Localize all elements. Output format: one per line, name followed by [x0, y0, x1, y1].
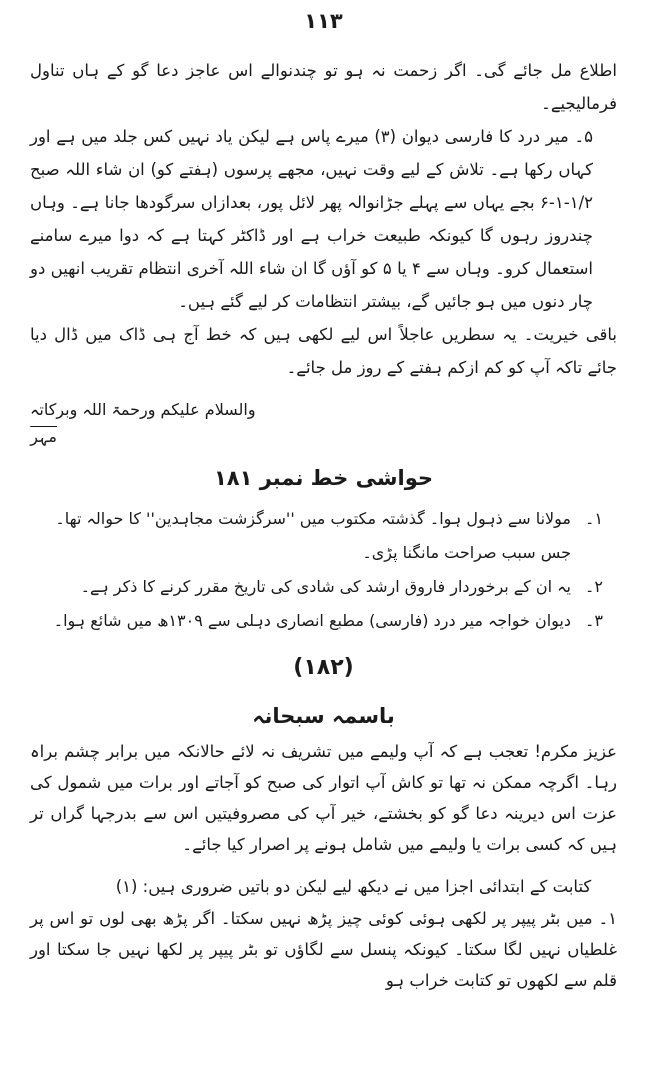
signature: مہر — [30, 427, 57, 446]
footnote-number: ۱۔ — [585, 509, 603, 528]
footnote-item — [30, 604, 617, 638]
footnote-text: مولانا سے ذہول ہوا۔ گذشتہ مکتوب میں ''سرگزشت مجاہدین'' کا حوالہ تھا۔ جس سبب صراحت مانگنا پڑی۔ — [55, 509, 571, 562]
closing-paragraph: باقی خیریت۔ یہ سطریں عاجلاً اس لیے لکھی ہیں کہ خط آج ہی ڈاک میں ڈال دیا جائے تاکہ آپ کو کم ازکم ہفتے کے روز مل جائے۔ — [30, 325, 617, 377]
letter-number: (۱۸۲) — [293, 655, 354, 680]
footnotes-list — [30, 502, 617, 638]
letter-invocation: باسمہ سبحانہ — [252, 704, 395, 728]
page-number: ۱۱۳ — [304, 9, 343, 33]
letter-body — [30, 736, 617, 996]
continuation-line: اطلاع مل جائے گی۔ اگر زحمت نہ ہو تو چندنوالے اس عاجز دعا گو کے ہاں تناول فرمالیجیے۔ — [30, 61, 617, 113]
closing-salutation: والسلام علیکم ورحمۃ اللہ وبرکاتہ — [30, 400, 256, 419]
footnote-text: دیوان خواجہ میر درد (فارسی) مطبع انصاری دہلی سے ۱۳۰۹ھ میں شائع ہوا۔ — [53, 611, 571, 630]
letter-paragraph: کتابت کے ابتدائی اجزا میں نے دیکھ لیے لیکن دو باتیں ضروری ہیں: (۱) — [115, 877, 592, 896]
letter-paragraph: ۱۔ میں بٹر پیپر پر لکھی ہوئی کوئی چیز پڑھ نہیں سکتا۔ اگر پڑھ بھی لوں تو اس پر غلطیاں نہیں لگا سکتا۔ کیونکہ پنسل سے لگاؤں تو بٹر پیپر پر لکھا نہیں جا سکتا اور قلم سے لکھوں تو کتابت خراب ہو — [30, 909, 617, 990]
footnote-text: یہ ان کے برخوردار فاروق ارشد کی شادی کی تاریخ مقرر کرنے کا ذکر ہے۔ — [80, 577, 571, 596]
item-5-paragraph: ۵۔ میر درد کا فارسی دیوان (۳) میرے پاس ہے لیکن یاد نہیں کس جلد میں ہے اور کہاں رکھا ہے۔ تلاش کے لیے وقت نہیں، مجھے پرسوں (ہفتے کو) ان شاء اللہ صبح ۱/۲-۱-۶ بجے یہاں سے پہلے جڑانوالہ پھر لائل پور، بعدازاں سرگودھا جانا ہے۔ وہاں چندروز رہوں گا کیونکہ طبیعت خراب ہے اور ڈاکٹر کہتا ہے کہ دوا میرے سامنے استعمال کرو۔ وہاں سے ۴ یا ۵ کو آؤں گا ان شاء اللہ آخری انتظام تقریب انھیں دو چار دنوں میں ہو جائیں گے، بیشتر انتظامات کر لیے گئے ہیں۔ — [30, 127, 594, 311]
letter-paragraph: عزیز مکرم! تعجب ہے کہ آپ ولیمے میں تشریف نہ لائے حالانکہ میں برابر چشم براہ رہا۔ اگرچہ ممکن نہ تھا تو کاش آپ اتوار کی صبح کو آجاتے اور برات میں شمول کی عزت اس دیرینہ دعا گو کو بخشتے، خیر آپ کی مصروفیتیں اس سے بدرجہا گراں تر ہیں کہ کسی برات یا ولیمے میں شامل ہونے پر اصرار کیا جائے۔ — [30, 742, 617, 854]
footnotes-heading: حواشی خط نمبر ۱۸۱ — [213, 466, 433, 490]
footnote-number: ۳۔ — [585, 611, 603, 630]
footnote-item — [30, 502, 617, 570]
footnote-number: ۲۔ — [585, 577, 603, 596]
footnote-item — [30, 570, 617, 604]
